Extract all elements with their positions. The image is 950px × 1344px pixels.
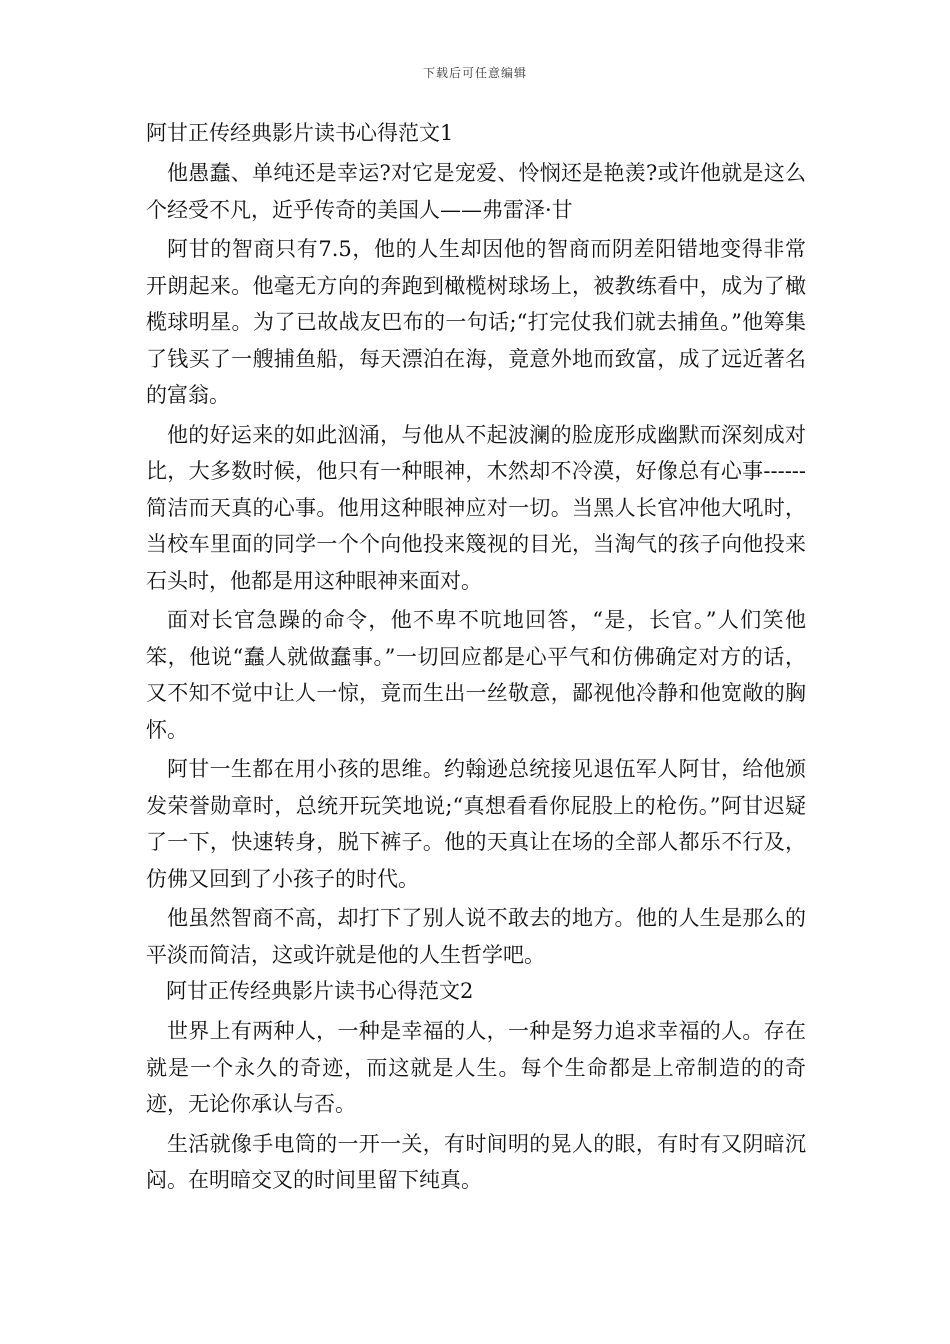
paragraph-7: 世界上有两种人，一种是幸福的人，一种是努力追求幸福的人。存在就是一个永久的奇迹，而这就是人生。每个生命都是上帝制造的的奇迹，无论你承认与否。 [146,1019,806,1116]
paragraph-6: 他虽然智商不高，却打下了别人说不敢去的地方。他的人生是那么的平淡而简洁，这或许就是他的人生哲学吧。 [146,906,806,967]
article-body [146,118,806,1202]
paragraph-1: 他愚蠢、单纯还是幸运?对它是宠爱、怜悯还是艳羡?或许他就是这么个经受不凡，近乎传奇的美国人——弗雷泽·甘 [146,161,806,222]
paragraph-2: 阿甘的智商只有7.5，他的人生却因他的智商而阴差阳错地变得非常开朗起来。他毫无方向的奔跑到橄榄树球场上，被教练看中，成为了橄榄球明星。为了已故战友巴布的一句话;“打完仗我们就去捕鱼。”他筹集了钱买了一艘捕鱼船，每天漂泊在海，竟意外地而致富，成了远近著名的富翁。 [146,237,806,407]
paragraph-8: 生活就像手电筒的一开一关，有时间明的晃人的眼，有时有又阴暗沉闷。在明暗交叉的时间里留下纯真。 [146,1131,806,1192]
article-title-2: 阿甘正传经典影片读书心得范文2 [166,979,474,1003]
header-note: 下载后可任意编辑 [422,66,527,80]
article-title-1: 阿甘正传经典影片读书心得范文1 [146,121,454,145]
paragraph-5: 阿甘一生都在用小孩的思维。约翰逊总统接见退伍军人阿甘，给他颁发荣誉勋章时，总统开玩笑地说;“真想看看你屁股上的枪伤。”阿甘迟疑了一下，快速转身，脱下裤子。他的天真让在场的全部人都乐不行及，仿佛又回到了小孩子的时代。 [146,757,806,891]
paragraph-4: 面对长官急躁的命令，他不卑不吭地回答，“是，长官。”人们笑他笨，他说“蠢人就做蠢事。”一切回应都是心平气和仿佛确定对方的话，又不知不觉中让人一惊，竟而生出一丝敬意，鄙视他冷静和他宽敞的胸怀。 [146,608,806,742]
paragraph-3: 他的好运来的如此汹涌，与他从不起波澜的脸庞形成幽默而深刻成对比，大多数时候，他只有一种眼神，木然却不冷漠，好像总有心事------简洁而天真的心事。他用这种眼神应对一切。当黑人长官冲他大吼时，当校车里面的同学一个个向他投来篾视的目光，当淘气的孩子向他投来石头时，他都是用这种眼神来面对。 [146,422,806,593]
